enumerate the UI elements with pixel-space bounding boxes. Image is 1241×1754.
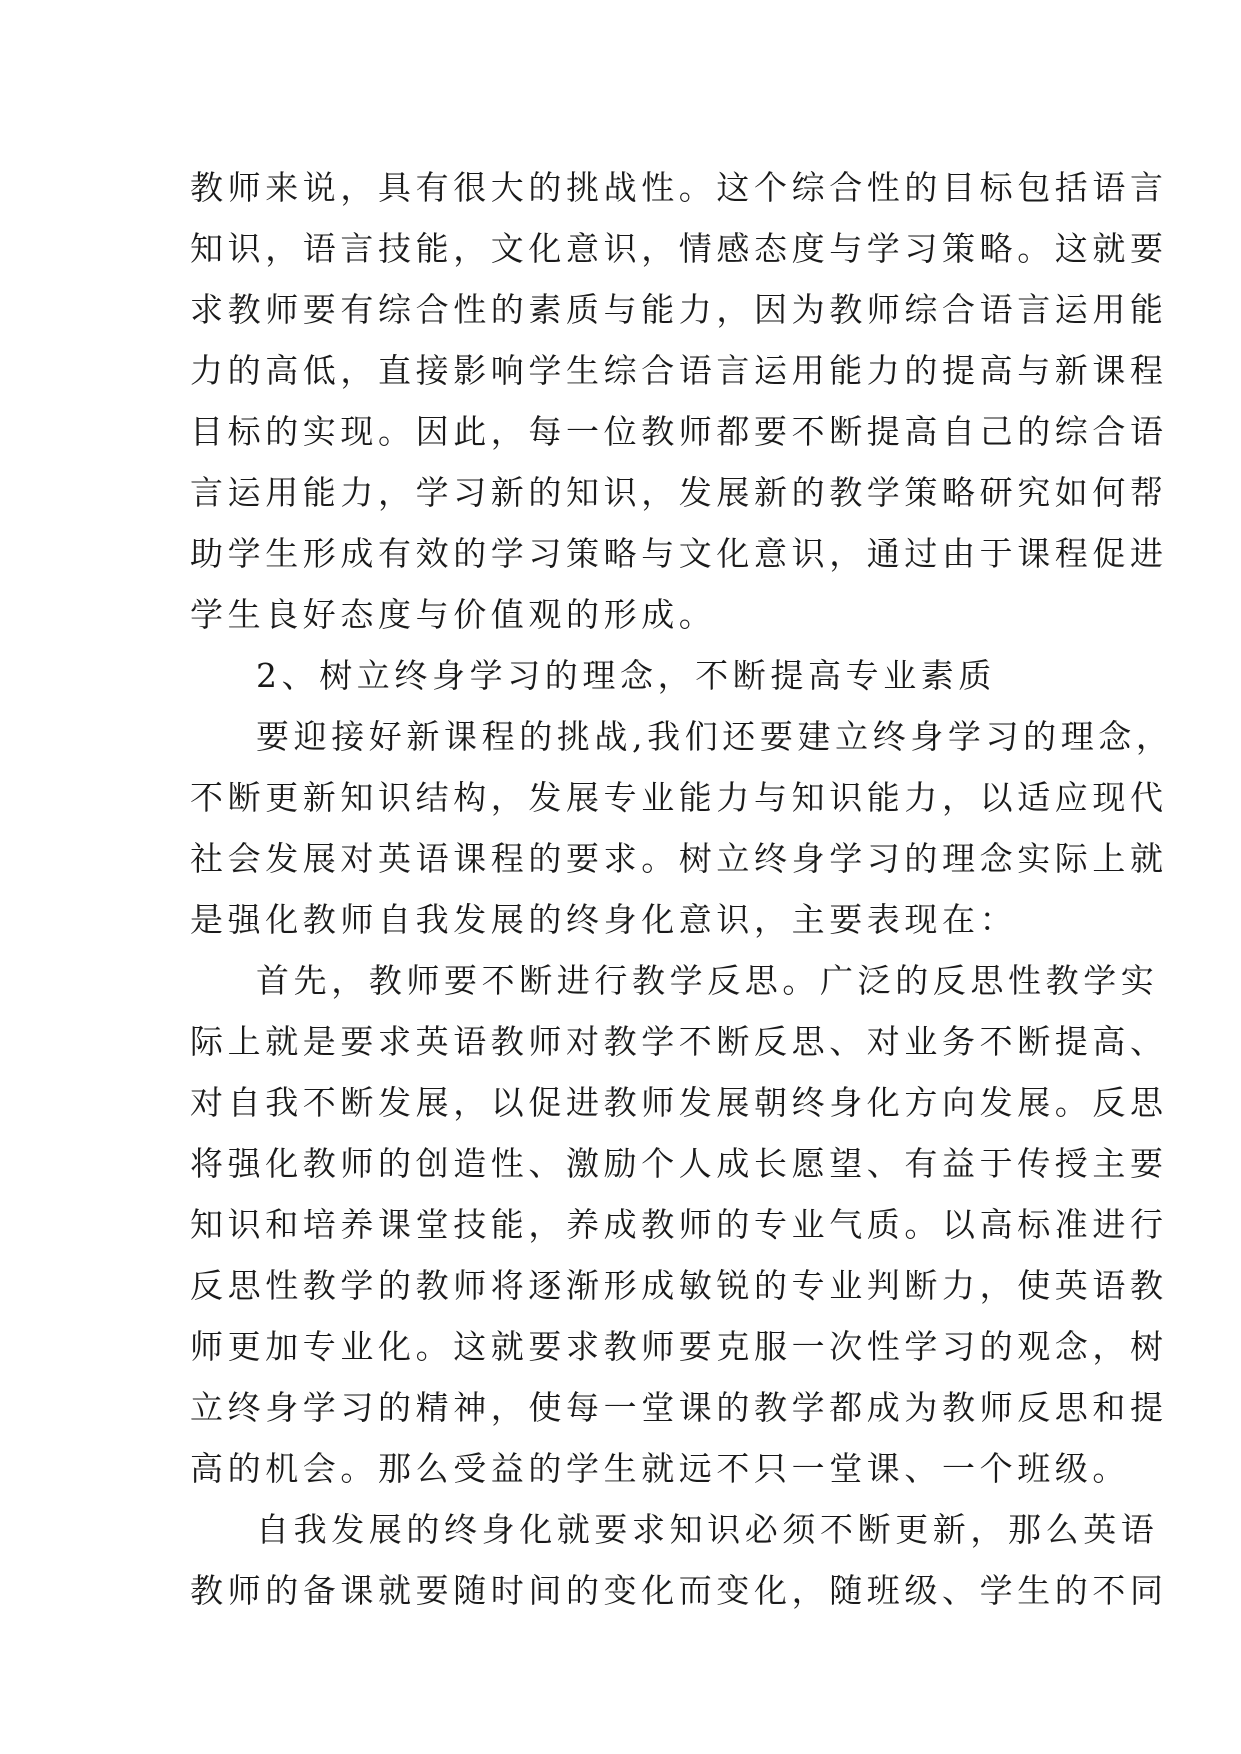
text-line: 不断更新知识结构，发展专业能力与知识能力，以适应现代 [190,778,1168,817]
text-line: 知识和培养课堂技能，养成教师的专业气质。以高标准进行 [190,1205,1168,1244]
text-line: 首先，教师要不断进行教学反思。广泛的反思性教学实 [256,961,1159,1000]
text-line: 知识，语言技能，文化意识，情感态度与学习策略。这就要 [190,229,1168,268]
text-line: 言运用能力，学习新的知识，发展新的教学策略研究如何帮 [190,473,1168,512]
text-line: 对自我不断发展，以促进教师发展朝终身化方向发展。反思 [190,1083,1168,1122]
text-line: 立终身学习的精神，使每一堂课的教学都成为教师反思和提 [190,1388,1168,1427]
text-line: 学生良好态度与价值观的形成。 [190,595,717,634]
text-line: 教师的备课就要随时间的变化而变化，随班级、学生的不同 [190,1571,1168,1610]
text-line: 社会发展对英语课程的要求。树立终身学习的理念实际上就 [190,839,1168,878]
text-line: 教师来说，具有很大的挑战性。这个综合性的目标包括语言 [190,168,1168,207]
text-line: 高的机会。那么受益的学生就远不只一堂课、一个班级。 [190,1449,1130,1488]
text-line: 力的高低，直接影响学生综合语言运用能力的提高与新课程 [190,351,1168,390]
text-line: 助学生形成有效的学习策略与文化意识，通过由于课程促进 [190,534,1168,573]
text-line: 师更加专业化。这就要求教师要克服一次性学习的观念，树 [190,1327,1168,1366]
text-line: 际上就是要求英语教师对教学不断反思、对业务不断提高、 [190,1022,1168,1061]
text-line: 自我发展的终身化就要求知识必须不断更新，那么英语 [256,1510,1159,1549]
text-line: 要迎接好新课程的挑战,我们还要建立终身学习的理念， [256,717,1174,756]
document-body [190,157,1174,1621]
text-line: 将强化教师的创造性、激励个人成长愿望、有益于传授主要 [190,1144,1168,1183]
text-line: 反思性教学的教师将逐渐形成敏锐的专业判断力，使英语教 [190,1266,1168,1305]
section-heading: 2、树立终身学习的理念，不断提高专业素质 [256,656,996,695]
text-line: 是强化教师自我发展的终身化意识，主要表现在： [190,900,1018,939]
text-line: 目标的实现。因此，每一位教师都要不断提高自己的综合语 [190,412,1168,451]
text-line: 求教师要有综合性的素质与能力，因为教师综合语言运用能 [190,290,1168,329]
